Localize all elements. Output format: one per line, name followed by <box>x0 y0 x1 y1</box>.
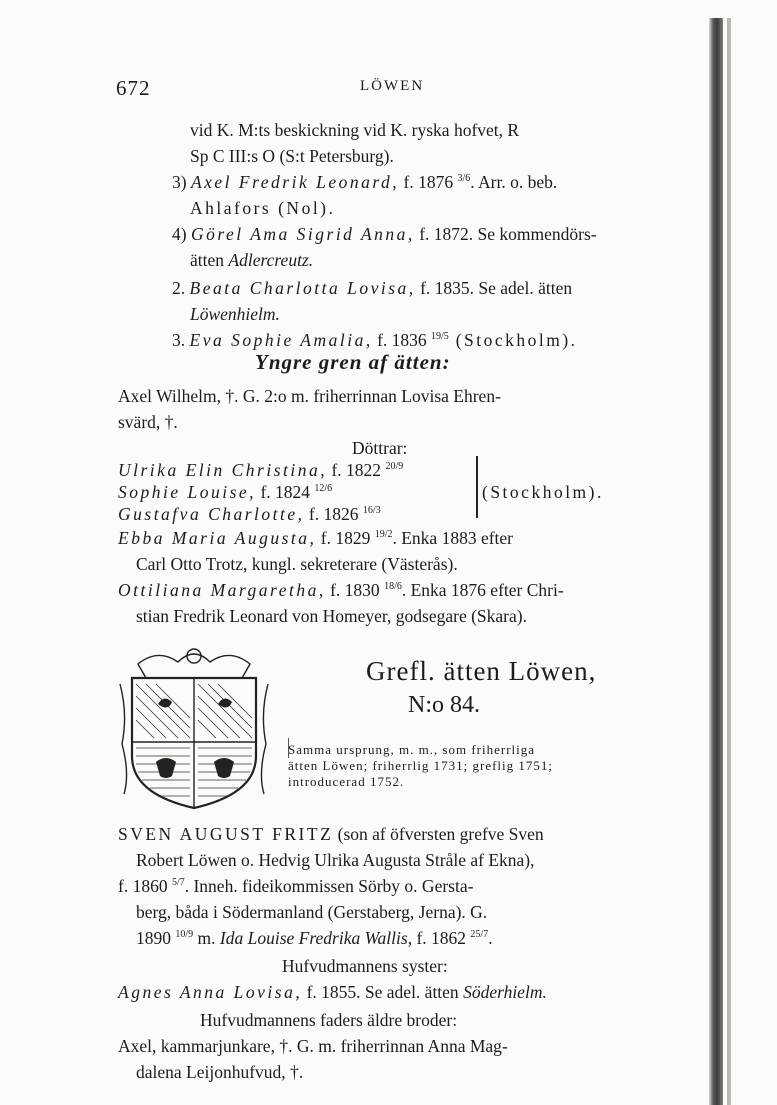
section-number: N:o 84. <box>408 692 480 718</box>
note-line: introducerad 1752. <box>288 774 405 789</box>
text-line: Axel Wilhelm, †. G. 2:o m. friherrinnan Lovisa Ehren- <box>118 386 501 406</box>
text-line: Ulrika Elin Christina, f. 1822 $^{20/9}$ <box>118 460 404 480</box>
text-line: ätten Adlercreutz. <box>190 250 314 270</box>
brace <box>470 456 478 518</box>
subheading: Hufvudmannens faders äldre broder: <box>200 1010 458 1030</box>
text-line: stian Fredrik Leonard von Homeyer, godsegare (Skara). <box>136 606 527 626</box>
text-line: vid K. M:ts beskickning vid K. ryska hofvet, R <box>190 120 520 140</box>
text-line: 3. Eva Sophie Amalia, f. 1836 $^{19/5}$ (Stockholm). <box>172 330 578 350</box>
text-line: Ahlafors (Nol). <box>190 198 336 218</box>
note-line: ätten Löwen; friherrlig 1731; greflig 1751; <box>288 758 554 773</box>
text-line: Sp C III:s O (S:t Petersburg). <box>190 146 394 166</box>
text-line: f. 1860 $^{5/7}$. Inneh. fideikommissen Sörby o. Gersta- <box>118 876 474 896</box>
text-line: Sophie Louise, f. 1824 $^{12/6}$ <box>118 482 333 502</box>
text-line: Löwenhielm. <box>190 304 280 324</box>
book-gutter-edge <box>727 18 731 1105</box>
text-line: Robert Löwen o. Hedvig Ulrika Augusta Stråle af Ekna), <box>136 850 535 870</box>
text-line: Carl Otto Trotz, kungl. sekreterare (Västerås). <box>136 554 458 574</box>
text-line: Gustafva Charlotte, f. 1826 $^{16/3}$ <box>118 504 381 524</box>
text-line: Ebba Maria Augusta, f. 1829 $^{19/2}$. Enka 1883 efter <box>118 528 513 548</box>
section-heading: Yngre gren af ätten: <box>255 350 451 374</box>
subheading: Hufvudmannens syster: <box>282 956 448 976</box>
text-line: berg, båda i Södermanland (Gerstaberg, Jerna). G. <box>136 902 488 922</box>
text-line: 3) Axel Fredrik Leonard, f. 1876 $^{3/6}$. Arr. o. beb. <box>172 172 558 192</box>
coat-of-arms-icon <box>118 644 270 812</box>
text-line: (Stockholm). <box>482 482 604 502</box>
running-head: LÖWEN <box>360 78 425 94</box>
text-line: 2. Beata Charlotta Lovisa, f. 1835. Se adel. ätten <box>172 278 573 298</box>
page-number: 672 <box>116 76 151 100</box>
book-gutter <box>709 18 723 1105</box>
text-line: Agnes Anna Lovisa, f. 1855. Se adel. ätten Söderhielm. <box>118 982 547 1002</box>
subheading: Döttrar: <box>352 438 408 458</box>
text-line: 1890 $^{10/9}$ m. Ida Louise Fredrika Wallis, f. 1862 $^{25/7}$. <box>136 928 493 948</box>
text-line: svärd, †. <box>118 412 178 432</box>
text-line: 4) Görel Ama Sigrid Anna, f. 1872. Se kommendörs- <box>172 224 597 244</box>
text-line: Ottiliana Margaretha, f. 1830 $^{18/6}$. Enka 1876 efter Chri- <box>118 580 564 600</box>
note-line: Samma ursprung, m. m., som friherrliga <box>288 742 536 757</box>
text-line: Axel, kammarjunkare, †. G. m. friherrinnan Anna Mag- <box>118 1036 508 1056</box>
text-line: SVEN AUGUST FRITZ (son af öfversten grefve Sven <box>118 824 544 844</box>
text-line: dalena Leijonhufvud, †. <box>136 1062 304 1082</box>
section-title: Grefl. ätten Löwen, <box>366 656 597 686</box>
